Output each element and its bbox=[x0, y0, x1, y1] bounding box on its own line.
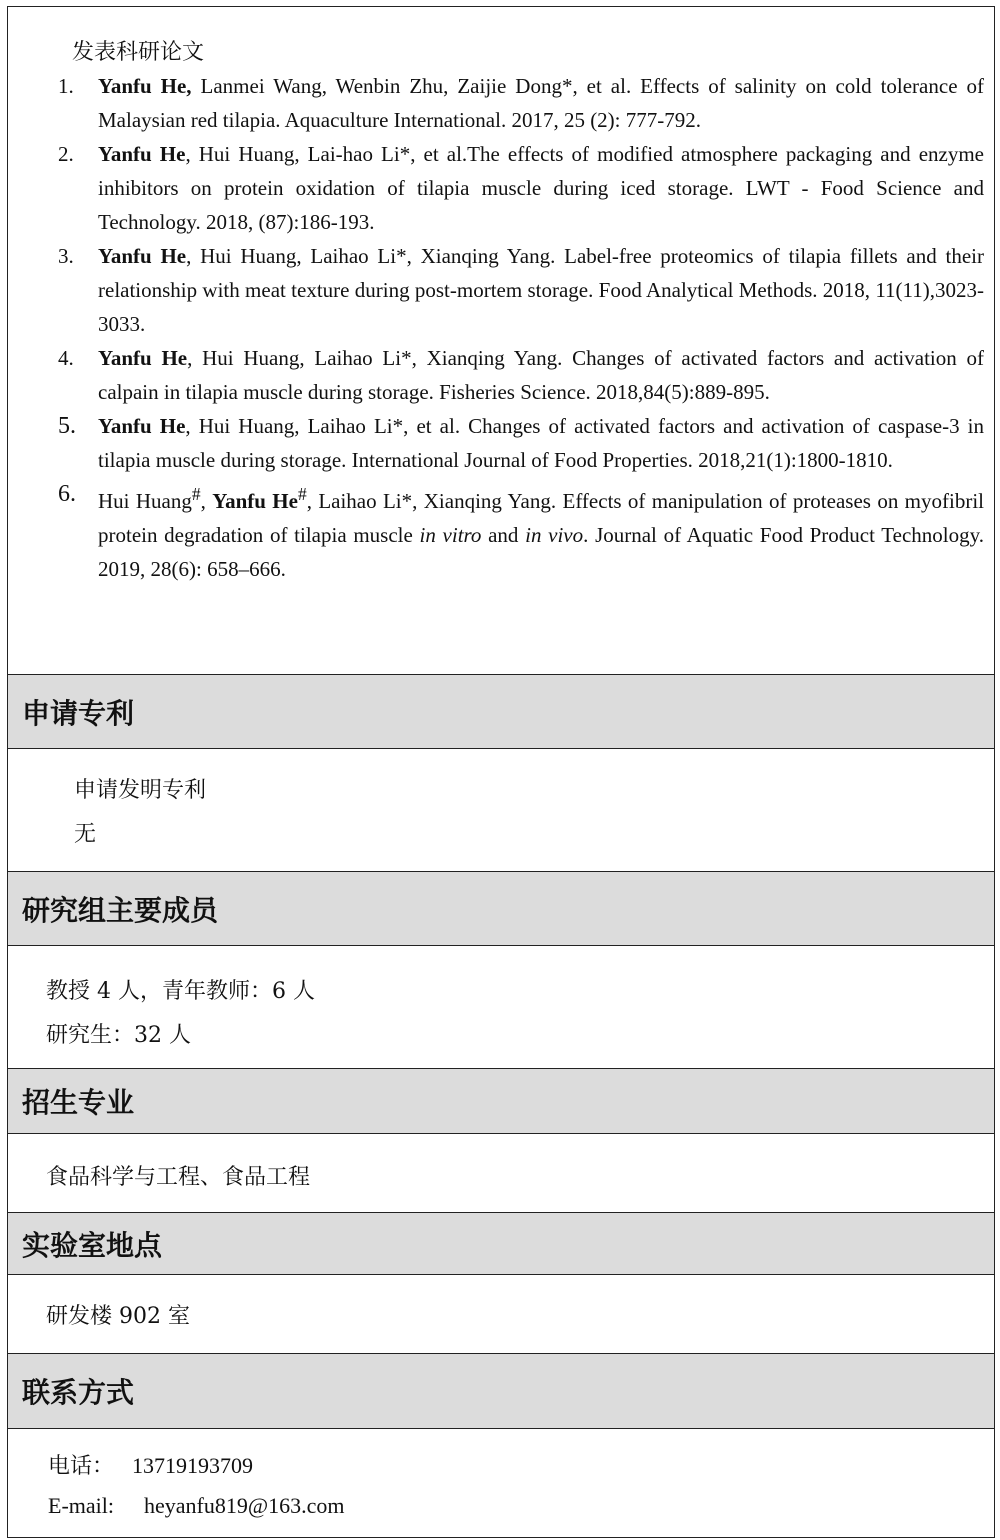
publication-author-bold: Yanfu He bbox=[98, 414, 186, 438]
publication-item bbox=[58, 69, 984, 137]
publications-heading: 发表科研论文 bbox=[72, 40, 205, 65]
publication-author-bold: Yanfu He bbox=[98, 142, 186, 166]
email-line bbox=[48, 1493, 344, 1519]
publication-text: and bbox=[481, 523, 526, 547]
publication-item bbox=[58, 239, 984, 341]
publication-text: . Journal of Aquatic Food Product Technology. 2019, 28(6): 658–666. bbox=[98, 523, 984, 581]
contact-section bbox=[8, 1429, 994, 1537]
co-first-mark: # bbox=[191, 484, 201, 504]
majors-header: 招生专业 bbox=[8, 1068, 994, 1134]
phone-label: 电话： bbox=[48, 1454, 115, 1479]
lab-header: 实验室地点 bbox=[8, 1212, 994, 1275]
separator: , bbox=[200, 489, 213, 513]
members-section bbox=[8, 946, 994, 1069]
publication-number: 5. bbox=[58, 413, 76, 439]
lab-section bbox=[8, 1275, 994, 1354]
lab-line: 研发楼 902 室 bbox=[46, 1304, 190, 1329]
co-first-mark: # bbox=[297, 484, 307, 504]
publication-number: 6. bbox=[58, 481, 76, 507]
publication-text: Lanmei Wang, Wenbin Zhu, Zaijie Dong*, et al. Effects of salinity on cold tolerance of Malaysian red tilapia. Aquaculture International. 2017, 25 (2): 777-792. bbox=[98, 74, 984, 132]
publication-number: 3. bbox=[58, 244, 74, 268]
publication-author: Hui Huang bbox=[98, 489, 192, 513]
publication-item bbox=[58, 409, 984, 477]
publications-section bbox=[8, 7, 994, 675]
publication-text: , Laihao Li*, Xianqing Yang. Effects of manipulation of proteases on myofibril protein degradation of tilapia muscle bbox=[98, 489, 984, 547]
patents-section bbox=[8, 749, 994, 872]
document-page bbox=[7, 6, 995, 1538]
publication-text: , Hui Huang, Lai-hao Li*, et al.The effects of modified atmosphere packaging and enzyme inhibitors on protein oxidation of tilapia muscle during iced storage. LWT - Food Science and Technology. 2018, (87):186-193. bbox=[98, 142, 984, 234]
publication-author-bold: Yanfu He, bbox=[98, 74, 192, 98]
members-line-1: 教授 4 人，青年教师：6 人 bbox=[46, 979, 315, 1004]
publication-item bbox=[58, 477, 984, 586]
publication-italic: in vitro bbox=[419, 523, 482, 547]
phone-value: 13719193709 bbox=[132, 1453, 254, 1478]
members-line-2: 研究生：32 人 bbox=[46, 1023, 191, 1048]
publication-italic: in vivo bbox=[525, 523, 584, 547]
members-header: 研究组主要成员 bbox=[8, 871, 994, 946]
majors-line: 食品科学与工程、食品工程 bbox=[46, 1165, 311, 1190]
contact-header: 联系方式 bbox=[8, 1353, 994, 1429]
publication-number: 4. bbox=[58, 346, 74, 370]
publication-item bbox=[58, 341, 984, 409]
email-label: E-mail: bbox=[48, 1493, 114, 1518]
publication-list bbox=[58, 69, 984, 586]
email-value[interactable]: heyanfu819@163.com bbox=[143, 1493, 345, 1518]
patents-label: 申请发明专利 bbox=[74, 778, 207, 803]
publication-number: 1. bbox=[58, 74, 74, 98]
patents-value: 无 bbox=[74, 822, 97, 847]
publication-item bbox=[58, 137, 984, 239]
publication-author-bold: Yanfu He bbox=[98, 346, 188, 370]
majors-section bbox=[8, 1134, 994, 1213]
phone-line bbox=[48, 1449, 253, 1480]
publication-text: , Hui Huang, Laihao Li*, Xianqing Yang. Changes of activated factors and activation of calpain in tilapia muscle during storage. Fisheries Science. 2018,84(5):889-895. bbox=[98, 346, 984, 404]
publication-text: , Hui Huang, Laihao Li*, et al. Changes of activated factors and activation of caspase-3 in tilapia muscle during storage. International Journal of Food Properties. 2018,21(1):1800-1810. bbox=[98, 414, 984, 472]
publication-author-bold: Yanfu He bbox=[212, 489, 298, 513]
publication-text: , Hui Huang, Laihao Li*, Xianqing Yang. Label-free proteomics of tilapia fillets and their relationship with meat texture during post-mortem storage. Food Analytical Methods. 2018, 11(11),3023-3033. bbox=[98, 244, 984, 336]
publication-author-bold: Yanfu He bbox=[98, 244, 187, 268]
patents-header: 申请专利 bbox=[8, 674, 994, 749]
publication-number: 2. bbox=[58, 142, 74, 166]
